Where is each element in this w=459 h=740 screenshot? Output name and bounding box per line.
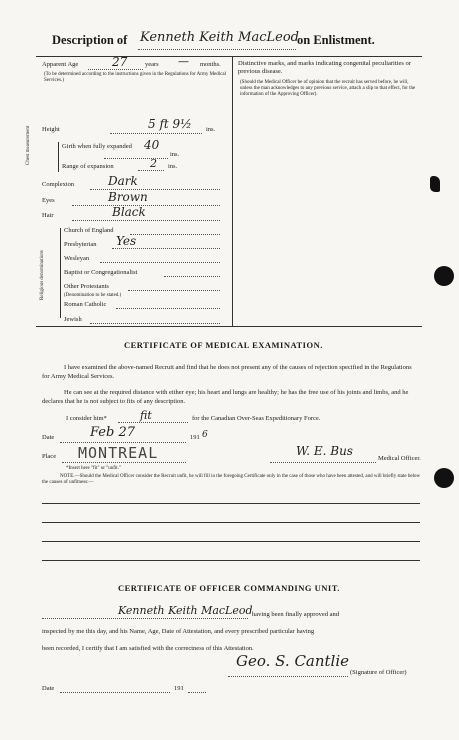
religion-mark-hw: Yes — [116, 234, 137, 248]
consider-line — [118, 422, 188, 423]
officer-heading: CERTIFICATE OF OFFICER COMMANDING UNIT. — [118, 583, 340, 593]
religion-church-of-england: Church of England — [64, 227, 114, 234]
age-note: (To be determined according to the instructions given in the Regulations for Army Medical Services.) — [44, 72, 226, 83]
chest-range-line — [138, 170, 164, 171]
distinctive-note: (Should the Medical Officer be of opinion that the recruit has served before, he will, unless the man acknowledges to any previous service, attach a slip to that effect, for the information of the Approving Officer). — [240, 80, 416, 97]
unfit-line-4 — [42, 560, 420, 561]
frame-divider — [232, 56, 233, 326]
medical-note: NOTE.—Should the Medical Officer consider the Recruit unfit, he will fill in the foregoing Certificate only in the case of those who have been attested, and will briefly state below the causes of unfitness:— — [42, 474, 421, 485]
officer-year-line — [188, 692, 206, 693]
medical-signature-line — [270, 462, 376, 463]
age-months-label: months. — [200, 61, 221, 68]
hair-label: Hair — [42, 212, 54, 219]
chest-girth-hw: 40 — [144, 138, 160, 152]
medical-heading: CERTIFICATE OF MEDICAL EXAMINATION. — [124, 340, 323, 350]
officer-signature-label: (Signature of Officer) — [350, 669, 407, 676]
consider-hw: fit — [140, 409, 152, 422]
height-value-hw: 5 ft 9½ — [148, 117, 192, 131]
chest-range-label: Range of expansion — [62, 163, 114, 170]
officer-year-label: 191 — [174, 685, 184, 692]
religion-wesleyan: Wesleyan — [64, 255, 90, 262]
religion-line-5 — [128, 290, 220, 291]
edge-mark — [430, 176, 440, 192]
unfit-line-3 — [42, 541, 420, 542]
height-unit: ins. — [206, 126, 216, 133]
religion-roman-catholic: Roman Catholic — [64, 301, 107, 308]
punch-hole-1 — [434, 266, 454, 286]
frame-top — [36, 56, 422, 57]
consider-prefix: I consider him* — [66, 415, 107, 422]
medical-paragraph-2: He can see at the required distance with either eye; his heart and lungs are healthy; he has the free use of his joints and limbs, and he declares that he is not subject to fits of any description. — [42, 389, 409, 405]
religion-line-1 — [130, 234, 220, 235]
age-years-label: years — [145, 61, 159, 68]
hair-line — [72, 220, 220, 221]
medical-place-line — [62, 462, 186, 463]
religion-line-7 — [90, 323, 220, 324]
chest-girth-unit: ins. — [170, 151, 180, 158]
religion-baptist: Baptist or Congregationalist — [64, 269, 138, 276]
unfit-line-2 — [42, 522, 420, 523]
religion-bracket — [60, 228, 61, 318]
punch-hole-2 — [434, 468, 454, 488]
title-name-line — [138, 49, 296, 50]
officer-signature-hw: Geo. S. Cantlie — [236, 652, 350, 670]
religion-line-3 — [100, 262, 220, 263]
officer-signature-line — [228, 676, 348, 677]
medical-date-hw: Feb 27 — [90, 425, 135, 440]
chest-girth-line — [104, 158, 168, 159]
age-label: Apparent Age — [42, 61, 79, 68]
hair-hw: Black — [112, 205, 146, 219]
medical-date-line — [60, 442, 186, 443]
eyes-label: Eyes — [42, 197, 55, 204]
medical-date-label: Date — [42, 434, 55, 441]
officer-line-1-suffix: having been finally approved and — [252, 611, 339, 618]
religion-other-protestants: Other Protestants — [64, 283, 109, 290]
religion-jewish: Jewish — [64, 316, 82, 323]
height-label: Height — [42, 126, 60, 133]
recruit-name-hw: Kenneth Keith MacLeod — [140, 30, 299, 45]
chest-range-unit: ins. — [168, 163, 178, 170]
medical-year-hw: 6 — [202, 430, 208, 440]
age-months-hw: — — [178, 55, 189, 68]
eyes-line — [72, 205, 220, 206]
age-years-hw: 27 — [112, 55, 128, 69]
medical-signature-hw: W. E. Bus — [296, 444, 353, 458]
officer-line-3: been recorded, I certify that I am satisfied with the correctness of this Attestation. — [42, 645, 254, 652]
chest-girth-label: Girth when fully expanded — [62, 143, 132, 150]
chest-range-hw: 2 — [150, 157, 157, 170]
religion-denomination-note: (Denomination to be stated.) — [64, 293, 122, 298]
frame-bottom — [36, 326, 422, 327]
age-years-line — [88, 69, 143, 70]
complexion-hw: Dark — [108, 174, 138, 188]
officer-line-2: inspected by me this day, and his Name, Age, Date of Attestation, and every prescribed particular having — [42, 628, 315, 635]
medical-place-stamp: MONTREAL — [78, 444, 159, 462]
medical-year-label: 191 — [190, 434, 200, 441]
officer-name-hw: Kenneth Keith MacLeod — [118, 604, 253, 617]
medical-officer-label: Medical Officer. — [378, 455, 421, 462]
eyes-hw: Brown — [108, 190, 148, 204]
insert-note: *Insert here "fit" or "unfit." — [66, 466, 121, 471]
religion-presbyterian: Presbyterian — [64, 241, 97, 248]
title-prefix: Description of — [52, 33, 128, 47]
officer-name-line — [42, 618, 248, 619]
unfit-line-1 — [42, 503, 420, 504]
religion-line-2 — [112, 248, 220, 249]
medical-place-label: Place — [42, 453, 57, 460]
religion-line-4 — [164, 276, 220, 277]
consider-suffix: for the Canadian Over-Seas Expeditionary Force. — [192, 415, 321, 422]
complexion-label: Complexion — [42, 181, 75, 188]
officer-date-line — [60, 692, 170, 693]
religion-line-6 — [116, 308, 220, 309]
medical-paragraph-1: I have examined the above-named Recruit and find that he does not present any of the causes of rejection specified in the Regulations for Army Medical Services. — [42, 364, 412, 380]
height-line — [110, 133, 202, 134]
distinctive-label: Distinctive marks, and marks indicating congenital peculiarities or previous disease. — [238, 60, 411, 75]
chest-bracket — [58, 142, 59, 172]
chest-side-label: Chest measurement — [26, 125, 31, 165]
religion-side-label: Religious denominations — [40, 250, 45, 300]
title-suffix: on Enlistment. — [297, 33, 375, 47]
officer-date-label: Date — [42, 685, 55, 692]
